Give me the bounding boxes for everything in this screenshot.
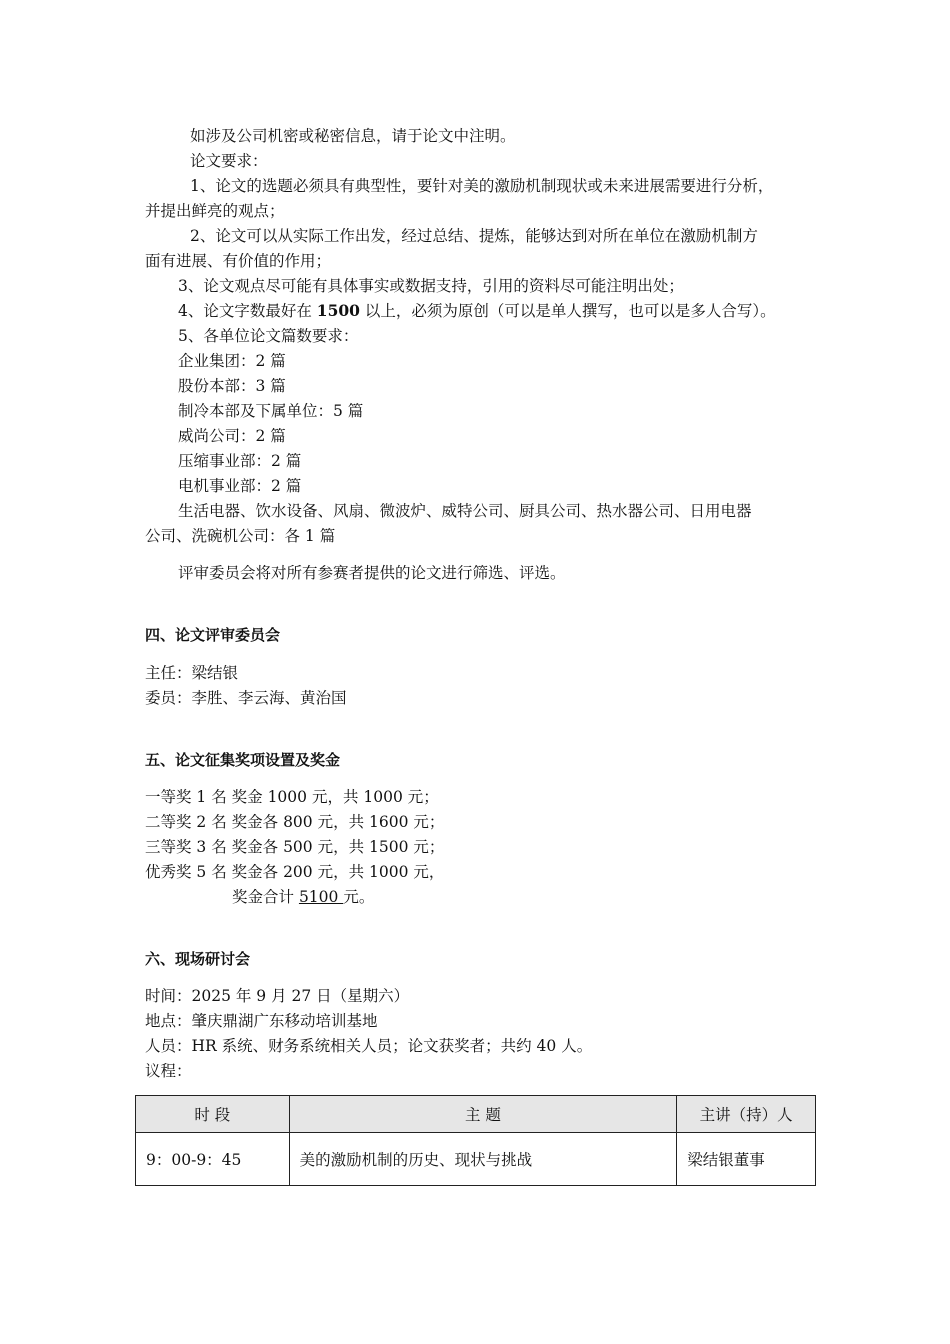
unit-quota-3: 制冷本部及下属单位：5 篇 bbox=[178, 402, 364, 420]
agenda-table bbox=[135, 1095, 816, 1186]
unit-quota-5: 压缩事业部：2 篇 bbox=[178, 452, 302, 470]
requirement-1-line-1: 1、论文的选题必须具有典型性，要针对美的激励机制现状或未来进展需要进行分析， bbox=[190, 177, 774, 195]
prize-first: 一等奖 1 名 奖金 1000 元，共 1000 元； bbox=[145, 788, 439, 806]
prize-merit: 优秀奖 5 名 奖金各 200 元，共 1000 元， bbox=[145, 863, 445, 881]
requirement-4-word-count: 1500 bbox=[316, 301, 360, 320]
prize-second: 二等奖 2 名 奖金各 800 元，共 1600 元； bbox=[145, 813, 445, 831]
requirement-2-line-1: 2、论文可以从实际工作出发，经过总结、提炼，能够达到对所在单位在激励机制方 bbox=[190, 227, 758, 245]
requirement-4 bbox=[178, 300, 776, 322]
agenda-header-time: 时 段 bbox=[136, 1096, 290, 1133]
requirement-4-prefix: 4、论文字数最好在 bbox=[178, 302, 317, 320]
agenda-header-speaker: 主讲（持）人 bbox=[677, 1096, 816, 1133]
unit-quota-7-line-1: 生活电器、饮水设备、风扇、微波炉、威特公司、厨具公司、热水器公司、日用电器 bbox=[178, 502, 752, 520]
agenda-cell-topic: 美的激励机制的历史、现状与挑战 bbox=[289, 1133, 677, 1186]
unit-quota-2: 股份本部：3 篇 bbox=[178, 377, 286, 395]
paragraph-requirements-title: 论文要求： bbox=[190, 152, 268, 170]
paragraph-review: 评审委员会将对所有参赛者提供的论文进行筛选、评选。 bbox=[178, 564, 566, 582]
seminar-time: 时间：2025 年 9 月 27 日（星期六） bbox=[145, 987, 410, 1005]
paragraph-confidential: 如涉及公司机密或秘密信息，请于论文中注明。 bbox=[190, 127, 516, 145]
prize-total-suffix: 元。 bbox=[343, 888, 375, 906]
unit-quota-1: 企业集团：2 篇 bbox=[178, 352, 286, 370]
committee-chair: 主任：梁结银 bbox=[145, 664, 239, 682]
requirement-4-suffix: 以上，必须为原创（可以是单人撰写，也可以是多人合写）。 bbox=[359, 302, 776, 320]
section-4-heading: 四、论文评审委员会 bbox=[145, 626, 281, 644]
requirement-3: 3、论文观点尽可能有具体事实或数据支持，引用的资料尽可能注明出处； bbox=[178, 277, 684, 295]
unit-quota-6: 电机事业部：2 篇 bbox=[178, 477, 302, 495]
seminar-people: 人员：HR 系统、财务系统相关人员；论文获奖者；共约 40 人。 bbox=[145, 1037, 593, 1055]
requirement-5: 5、各单位论文篇数要求： bbox=[178, 327, 359, 345]
agenda-row bbox=[136, 1133, 816, 1186]
agenda-header-row bbox=[136, 1096, 816, 1133]
requirement-1-line-2: 并提出鲜亮的观点； bbox=[145, 202, 285, 220]
agenda-header-topic: 主 题 bbox=[289, 1096, 677, 1133]
prize-total-amount: 5100 bbox=[298, 888, 344, 906]
section-5-heading: 五、论文征集奖项设置及奖金 bbox=[145, 751, 341, 769]
prize-total bbox=[232, 886, 374, 908]
committee-members: 委员：李胜、李云海、黄治国 bbox=[145, 689, 347, 707]
section-6-heading: 六、现场研讨会 bbox=[145, 950, 251, 968]
unit-quota-4: 威尚公司：2 篇 bbox=[178, 427, 286, 445]
requirement-2-line-2: 面有进展、有价值的作用； bbox=[145, 252, 332, 270]
seminar-place: 地点：肇庆鼎湖广东移动培训基地 bbox=[145, 1012, 378, 1030]
seminar-agenda-label: 议程： bbox=[145, 1062, 192, 1080]
unit-quota-7-line-2: 公司、洗碗机公司：各 1 篇 bbox=[145, 527, 336, 545]
agenda-cell-time: 9：00-9：45 bbox=[136, 1133, 290, 1186]
agenda-cell-speaker: 梁结银董事 bbox=[677, 1133, 816, 1186]
prize-total-prefix: 奖金合计 bbox=[232, 888, 299, 906]
prize-third: 三等奖 3 名 奖金各 500 元，共 1500 元； bbox=[145, 838, 445, 856]
